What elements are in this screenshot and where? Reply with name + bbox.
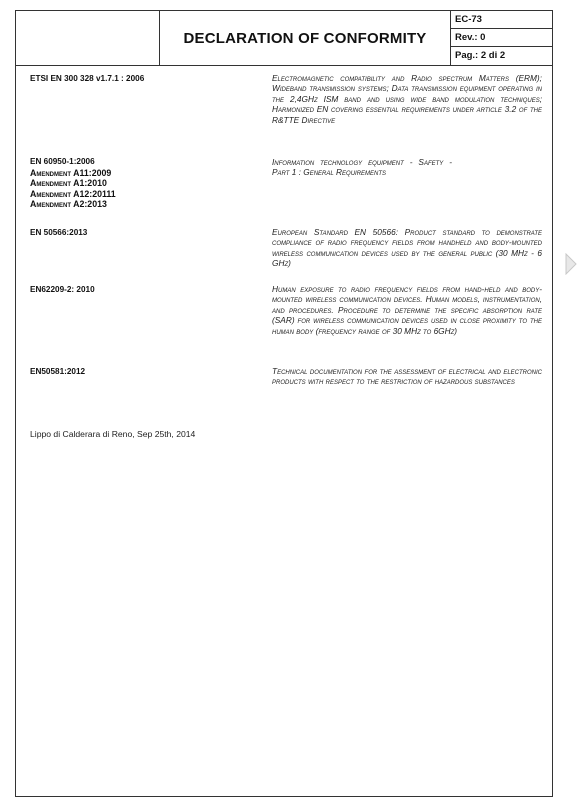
standard-code-line: ETSI EN 300 328 v1.7.1 : 2006 [30,74,145,83]
header-meta-cell [451,11,552,65]
revision: Rev.: 0 [451,29,552,47]
page-number: Pag.: 2 di 2 [455,50,506,61]
document-title: DECLARATION OF CONFORMITY [183,29,427,47]
standard-code [30,74,144,85]
standard-amendment: Amendment A12:20111 [30,188,116,199]
standard-description: Information technology equipment - Safety - Part 1 : General Requirements [272,157,452,178]
standard-description: Human exposure to radio frequency fields from hand-held and body-mounted wireless communication devices. Human models, instrumentation, and procedures. Procedure to determine the specific absorption rate (SAR) for wireless communication devices used in close proximity to the human body (frequency range of 30 MHz to 6GHz) [272,284,542,336]
standard-amendment: Amendment A2:2013 [30,199,107,209]
standard-code [30,157,116,210]
header-title-cell [160,11,451,65]
standard-code [30,285,95,296]
document-page [15,10,553,797]
standard-code [30,367,85,378]
header-logo-cell [16,11,160,65]
place-and-date: Lippo di Calderara di Reno, Sep 25th, 2014 [30,429,196,439]
standard-amendment: Amendment A1:2010 [30,178,107,188]
standard-amendment: Amendment A11:2009 [30,167,112,178]
standard-code-line: EN62209-2: 2010 [30,285,95,294]
standard-code [30,228,87,239]
standard-description: Technical documentation for the assessment of electrical and electronic products with respect to the restriction of hazardous substances [272,366,542,387]
standard-description: European Standard EN 50566: Product standard to demonstrate compliance of radio frequency fields from handheld and body-mounted wireless communication devices used by the general public (30 MHz - 6 GHz) [272,227,542,269]
next-page-arrow-icon[interactable] [565,253,577,275]
standard-description: Electromagnetic compatibility and Radio spectrum Matters (ERM); Wideband transmission systems; Data transmission equipment operating in the 2,4GHz ISM band and using wide band modulation techniques; Harmonized EN covering essential requirements under article 3.2 of the R&TTE Directive [272,73,542,125]
standard-code-line: EN50581:2012 [30,367,86,376]
header-table [16,11,552,66]
standard-code-line: EN 50566:2013 [30,228,88,237]
doc-code: EC-73 [451,11,552,29]
standard-code-line: EN 60950-1:2006 [30,157,95,166]
